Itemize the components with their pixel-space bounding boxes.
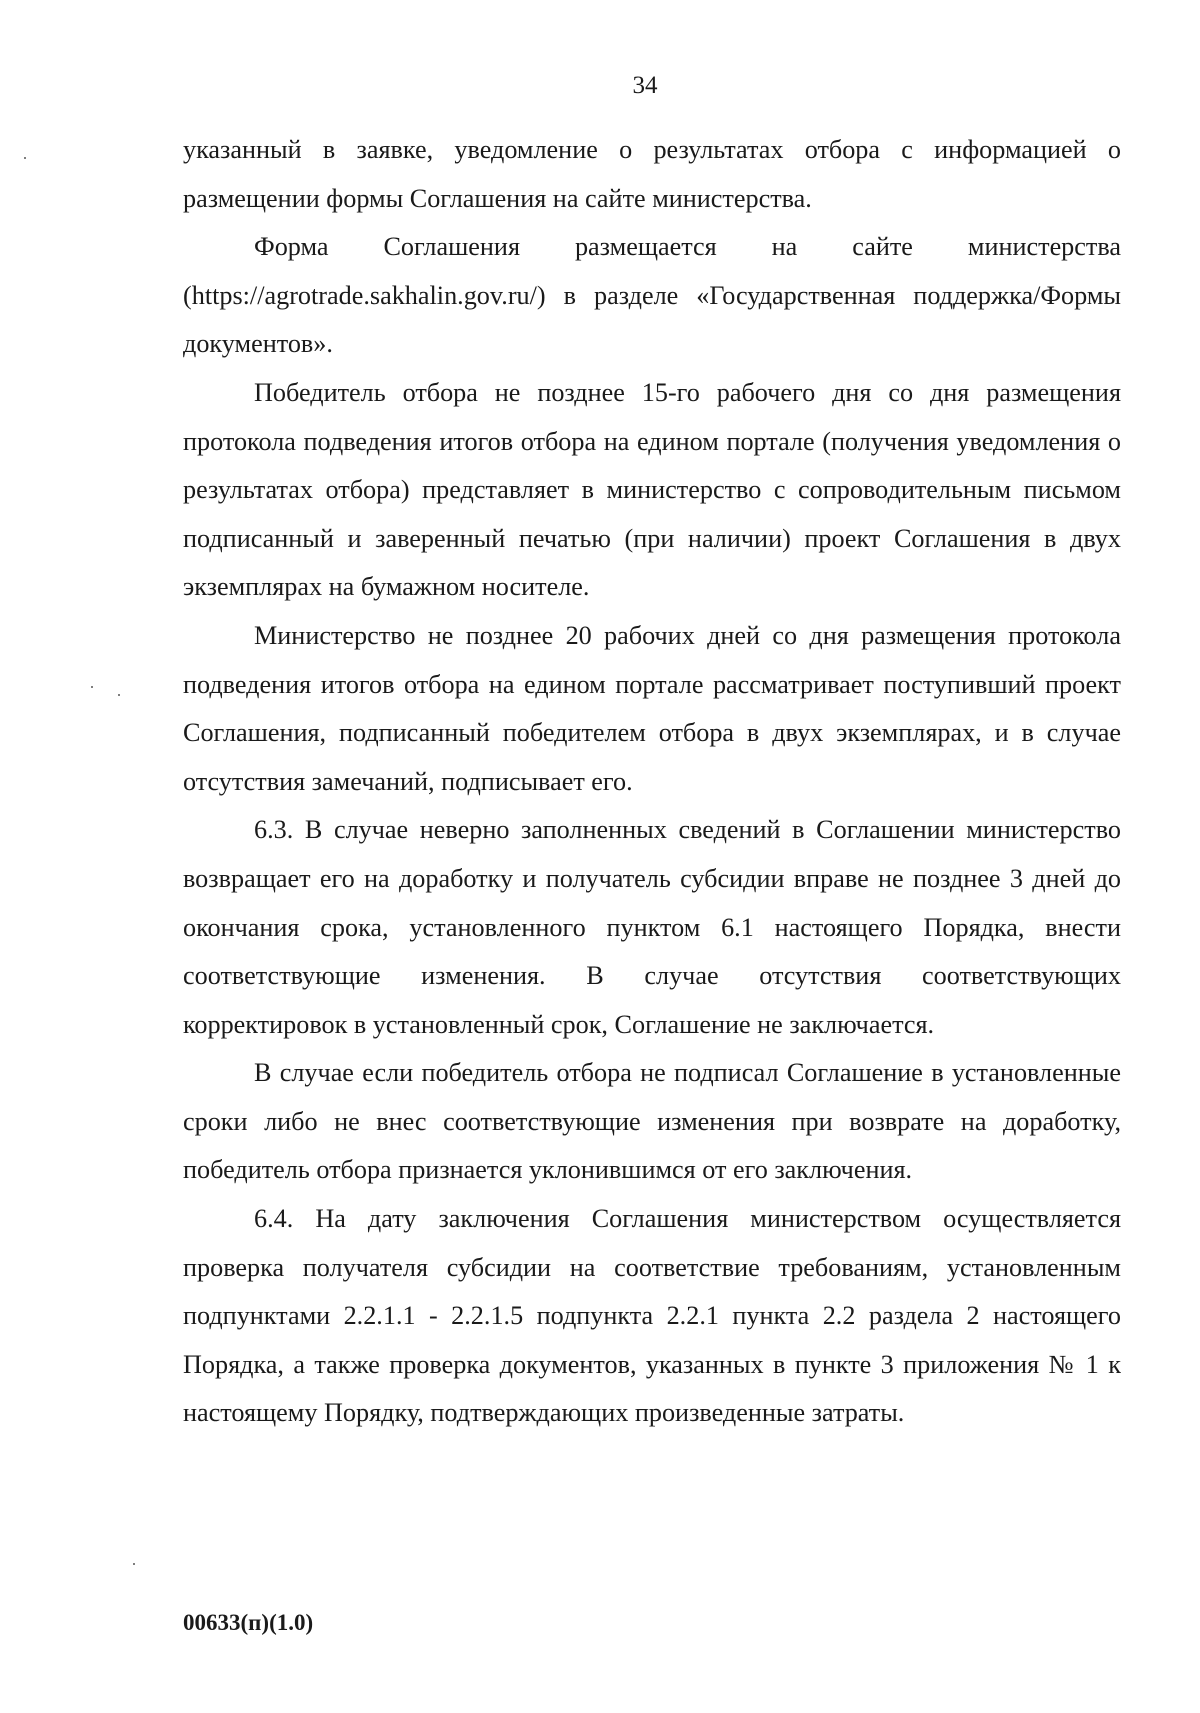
paragraph-continuation: указанный в заявке, уведомление о результатах отбора с информацией о размещении формы Соглашения на сайте министерства. bbox=[183, 135, 1121, 213]
paragraph-winner-evasion: В случае если победитель отбора не подписал Соглашение в установленные сроки либо не внес соответствующие изменения при возврате на доработку, победитель отбора признается уклонившимся от его заключения. bbox=[183, 1058, 1121, 1185]
paragraph-6-3: 6.3. В случае неверно заполненных сведений в Соглашении министерство возвращает его на доработку и получатель субсидии вправе не позднее 3 дней до окончания срока, установленного пунктом 6.1 настоящего Порядка, внести соответствующие изменения. В случае отсутствия соответствующих корректировок в установленный срок, Соглашение не заключается. bbox=[183, 815, 1121, 1039]
paragraph-winner-submission: Победитель отбора не позднее 15-го рабочего дня со дня размещения протокола подведения итогов отбора на едином портале (получения уведомления о результатах отбора) представляет в министерство с сопроводительным письмом подписанный и заверенный печатью (при наличии) проект Соглашения в двух экземплярах на бумажном носителе. bbox=[183, 377, 1121, 602]
document-code: 00633(п)(1.0) bbox=[183, 1610, 314, 1635]
scan-speck bbox=[91, 686, 93, 688]
paragraph-ministry-review: Министерство не позднее 20 рабочих дней со дня размещения протокола подведения итогов отбора на едином портале рассматривает поступивший проект Соглашения, подписанный победителем отбора в двух экземплярах, и в случае отсутствия замечаний, подписывает его. bbox=[183, 620, 1121, 796]
body-text bbox=[183, 126, 1121, 1438]
page-number: 34 bbox=[632, 72, 658, 99]
scan-speck bbox=[24, 157, 26, 159]
paragraph-agreement-form: Форма Соглашения размещается на сайте министерства (https://agrotrade.sakhalin.gov.ru/) в разделе «Государственная поддержка/Формы документов». bbox=[183, 232, 1121, 359]
scan-speck bbox=[133, 1563, 135, 1565]
paragraph-6-4: 6.4. На дату заключения Соглашения министерством осуществляется проверка получателя субсидии на соответствие требованиям, установленным подпунктами 2.2.1.1 - 2.2.1.5 подпункта 2.2.1 пункта 2.2 раздела 2 настоящего Порядка, а также проверка документов, указанных в пункте 3 приложения № 1 к настоящему Порядку, подтверждающих произведенные затраты. bbox=[183, 1204, 1121, 1428]
scan-speck bbox=[118, 694, 120, 696]
